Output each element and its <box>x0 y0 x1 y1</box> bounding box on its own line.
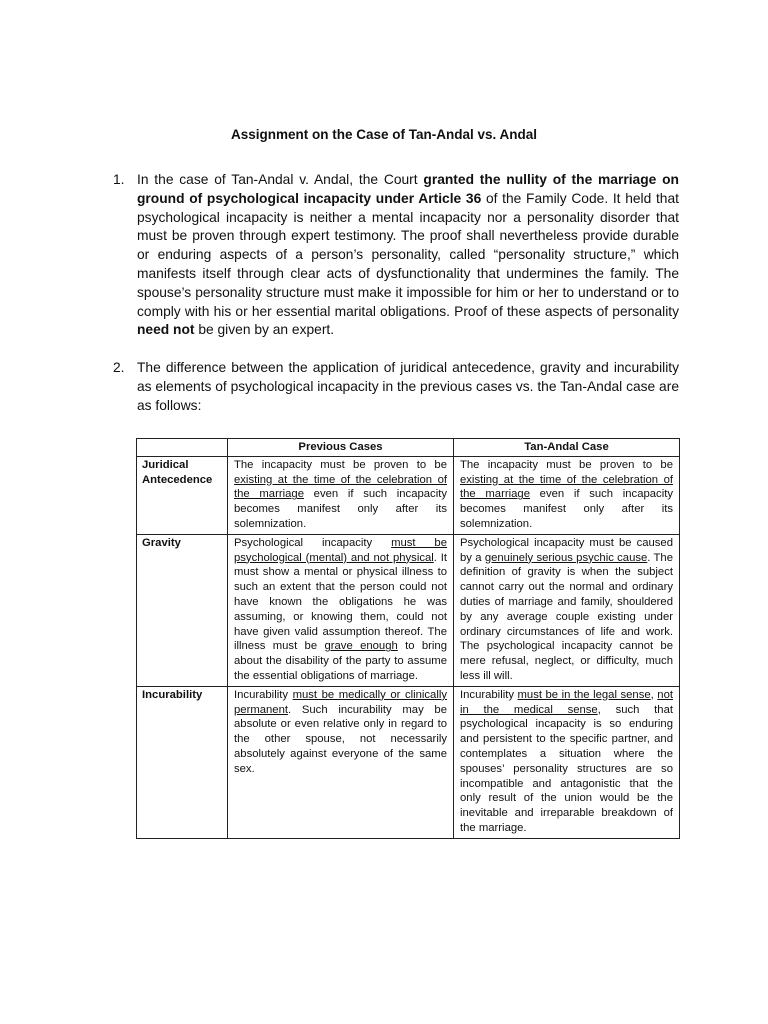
paragraph-text: of the Family Code. It held that psychological incapacity is neither a mental incapacity nor a personality disorder that must be proven through expert testimony. The proof shall nevertheless provide durable or enduring aspects of a person’s personality, called “personality structure,” which manifests itself through clear acts of dysfunctionality that undermines the family. The spouse’s personality structure must make it impossible for him or her to understand or to comply with his or her essential marital obligations. Proof of these aspects of personality <box>137 190 679 319</box>
underlined-text: must be psychological (mental) and not physical <box>234 536 448 564</box>
row-label-incurability: Incurability <box>137 686 228 838</box>
underlined-text: not in the medical sense <box>460 688 674 716</box>
cell-tan-andal <box>454 686 680 838</box>
row-label-gravity: Gravity <box>137 534 228 686</box>
list-item-2 <box>113 359 679 415</box>
table-row <box>137 456 680 534</box>
paragraph-text: be given by an expert. <box>194 322 335 338</box>
underlined-text: existing at the time of the celebration of the marriage <box>460 473 673 501</box>
list-item-1 <box>113 171 679 340</box>
cell-text: to bring about the disability of the party to assume the essential obligations of marriage. <box>234 640 447 682</box>
document-title: Assignment on the Case of Tan-Andal vs. Andal <box>230 127 538 142</box>
underlined-text: must be in the legal sense <box>517 688 651 701</box>
cell-tan-andal <box>454 456 680 534</box>
cell-text: , <box>650 688 658 701</box>
cell-text: . Such incurability may be absolute or even relative only in regard to the other spouse, not necessarily absolutely against everyone of the same sex. <box>234 703 447 775</box>
table-header-row <box>137 439 680 457</box>
paragraph-text: The difference between the application of juridical antecedence, gravity and incurability as elements of psychological incapacity in the previous cases vs. the Tan-Andal case are as follows: <box>137 360 679 413</box>
cell-text: . The definition of gravity is when the subject cannot carry out the normal and ordinary duties of marriage and family, shouldered by any average couple existing under ordinary circumstances of life and work. The psychological incapacity cannot be mere refusal, neglect, or difficulty, much less ill will. <box>460 551 673 682</box>
cell-text: Incurability <box>460 688 518 701</box>
cell-previous <box>228 686 454 838</box>
cell-text: even if such incapacity becomes manifest only after its solemnization. <box>234 488 447 530</box>
cell-tan-andal <box>454 534 680 686</box>
underlined-text: genuinely serious psychic cause <box>484 551 648 564</box>
cell-text: Incurability <box>234 688 293 701</box>
list-number: 1. <box>113 172 125 187</box>
row-label-juridical-antecedence: Juridical Antecedence <box>137 456 228 534</box>
cell-text: The incapacity must be proven to be <box>234 458 447 471</box>
underlined-text: existing at the time of the celebration of the marriage <box>234 473 447 501</box>
table-row <box>137 686 680 838</box>
underlined-text: grave enough <box>324 640 398 653</box>
underlined-text: must be medically or clinically permanent <box>234 688 448 716</box>
cell-previous <box>228 456 454 534</box>
header-tan-andal-case: Tan-Andal Case <box>454 439 680 457</box>
cell-previous <box>228 534 454 686</box>
cell-text: Psychological incapacity must be caused by a <box>460 536 673 564</box>
list-number: 2. <box>113 360 125 376</box>
header-cell-empty <box>137 439 228 457</box>
bold-text: granted the nullity of the marriage on ground of psychological incapacity under Article 36 <box>137 172 679 206</box>
cell-text: . It must show a mental or physical illness to such an extent that the person could not have known the obligations he was assuming, or knowing them, could not have given valid assumption thereof. The illness must be <box>234 551 448 653</box>
bold-text: need not <box>137 322 195 338</box>
header-previous-cases: Previous Cases <box>228 439 454 457</box>
numbered-list <box>113 171 679 416</box>
cell-text: , such that psychological incapacity is so enduring and persistent to the specific partner, and contemplates a situation where the spouses’ personality structures are so incompatible and antagonistic that the only result of the union would be the inevitable and irreparable breakdown of the marriage. <box>460 703 673 834</box>
cell-text: even if such incapacity becomes manifest only after its solemnization. <box>460 488 673 530</box>
paragraph-text: In the case of Tan-Andal v. Andal, the Court <box>137 172 424 187</box>
table-row <box>137 534 680 686</box>
cell-text: Psychological incapacity <box>234 536 392 549</box>
comparison-table <box>136 438 680 839</box>
cell-text: The incapacity must be proven to be <box>460 458 673 471</box>
